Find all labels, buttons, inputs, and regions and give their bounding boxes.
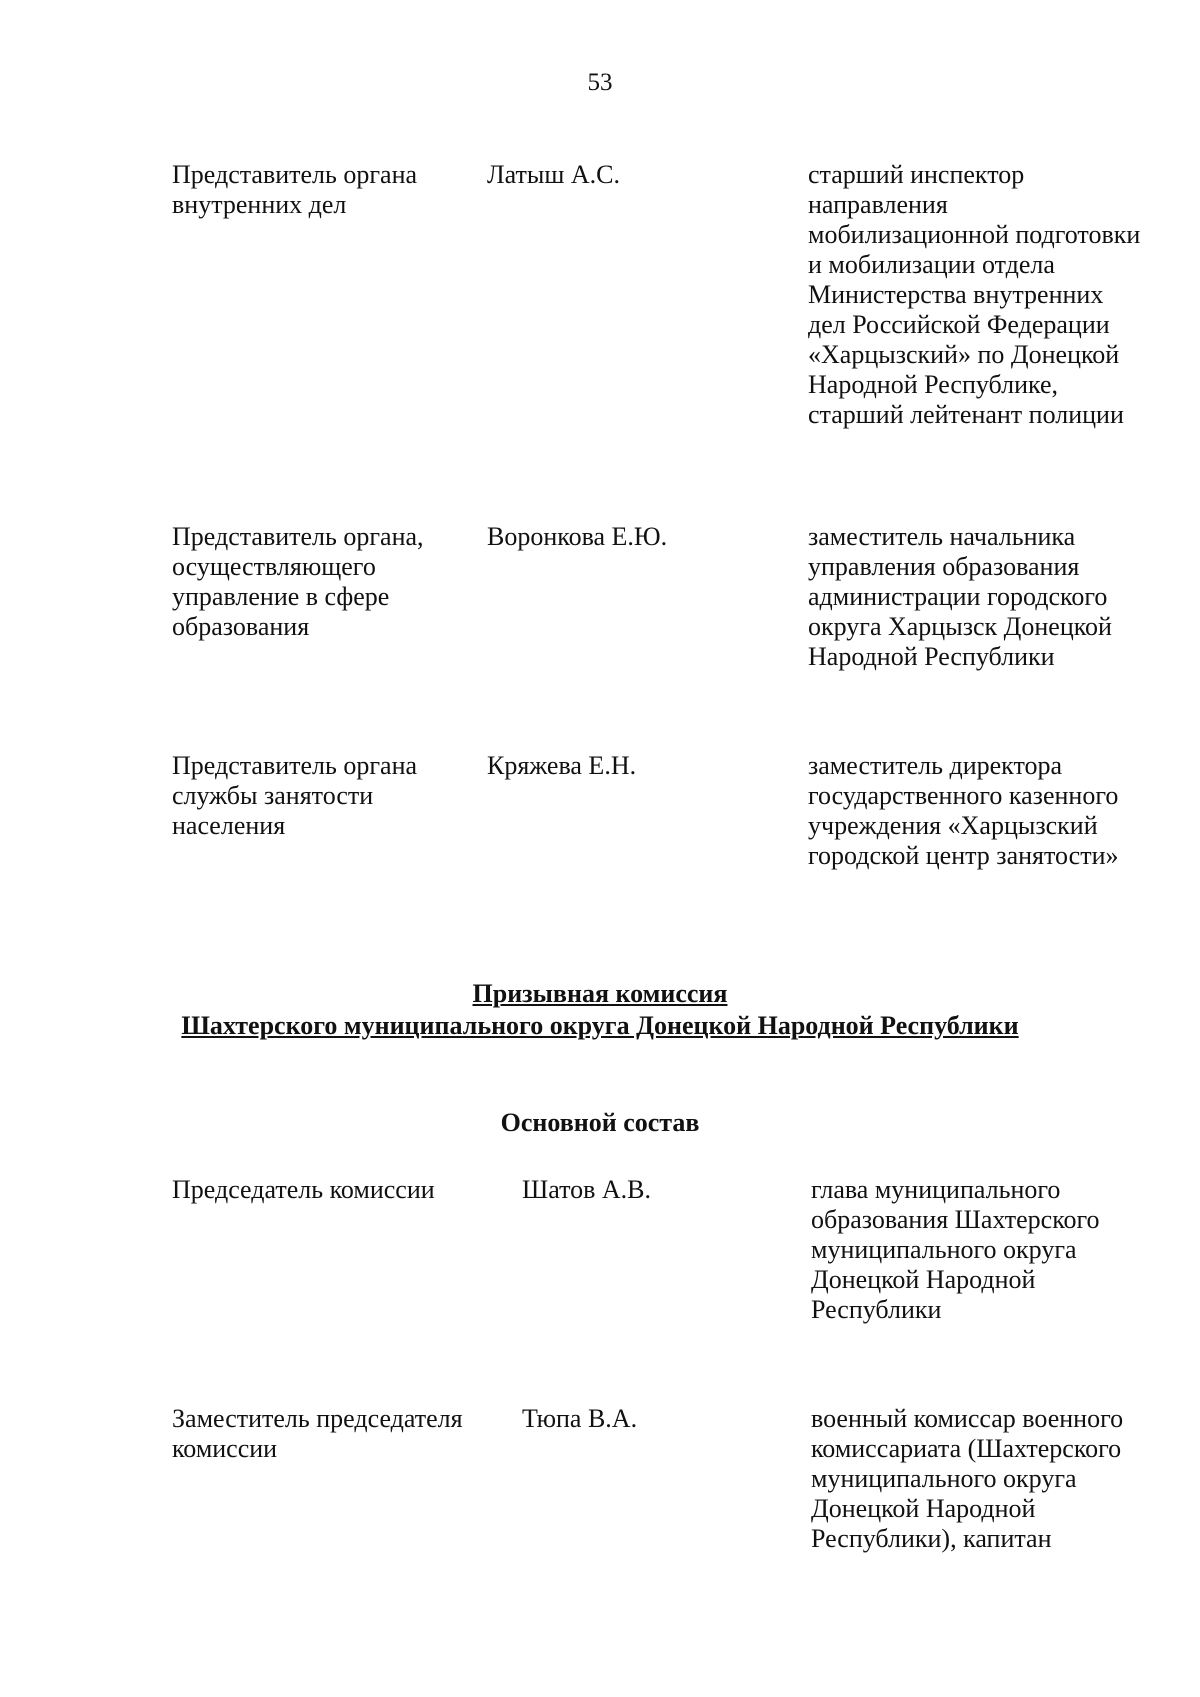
commission-subtitle-location: Шахтерского муниципального округа Донецкой Народной Республики <box>181 1011 1019 1040</box>
member-role: Председатель комиссии <box>172 1175 435 1204</box>
member-position: старший инспектор направления мобилизационной подготовки и мобилизации отдела Министерства внутренних дел Российской Федерации «Харцызский» по Донецкой Народной Республике, старший лейтенант полиции <box>808 160 1141 429</box>
member-position: глава муниципального образования Шахтерского муниципального округа Донецкой Народной Республики <box>811 1175 1100 1324</box>
member-name: Воронкова Е.Ю. <box>487 522 668 551</box>
section-title: Основной состав <box>500 1108 700 1137</box>
member-position: заместитель начальника управления образования администрации городского округа Харцызск Донецкой Народной Республики <box>808 522 1112 671</box>
member-name: Тюпа В.А. <box>522 1404 638 1433</box>
commission-title: Призывная комиссия <box>472 979 728 1008</box>
member-role: Представитель органа, осуществляющего управление в сфере образования <box>172 522 424 641</box>
member-position: заместитель директора государственного казенного учреждения «Харцызский городской центр занятости» <box>808 751 1119 870</box>
member-name: Шатов А.В. <box>522 1175 652 1204</box>
page-number: 53 <box>587 69 613 96</box>
member-role: Представитель органа службы занятости населения <box>172 751 418 840</box>
member-name: Кряжева Е.Н. <box>487 751 637 780</box>
member-position: военный комиссар военного комиссариата (Шахтерского муниципального округа Донецкой Народной Республики), капитан <box>811 1404 1124 1553</box>
member-role: Представитель органа внутренних дел <box>172 160 418 219</box>
member-role: Заместитель председателя комиссии <box>172 1404 463 1463</box>
member-name: Латыш А.С. <box>487 160 620 189</box>
